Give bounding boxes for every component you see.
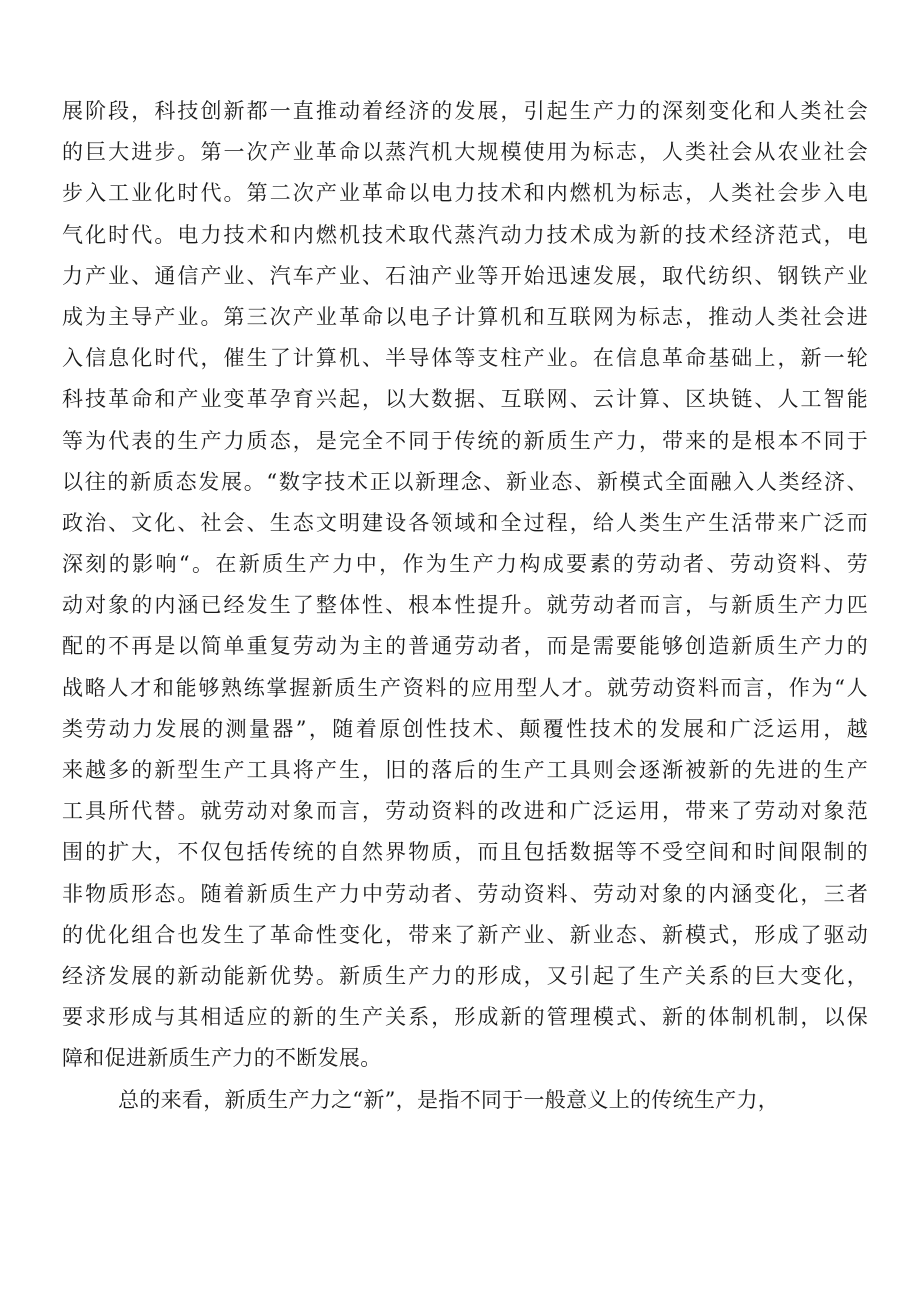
- text-line: 的巨大进步。第一次产业革命以蒸汽机大规模使用为标志，人类社会从农业社会: [62, 140, 868, 165]
- text-line: 深刻的影响“。在新质生产力中，作为生产力构成要素的劳动者、劳动资料、劳: [62, 552, 868, 577]
- text-line: 围的扩大，不仅包括传统的自然界物质，而且包括数据等不受空间和时间限制的: [62, 840, 868, 865]
- text-line: 步入工业化时代。第二次产业革命以电力技术和内燃机为标志，人类社会步入电: [62, 181, 868, 206]
- text-line: 来越多的新型生产工具将产生，旧的落后的生产工具则会逐渐被新的先进的生产: [62, 758, 868, 782]
- text-line: 要求形成与其相适应的新的生产关系，形成新的管理模式、新的体制机制，以保: [62, 1005, 868, 1030]
- text-line: 政治、文化、社会、生态文明建设各领域和全过程，给人类生产生活带来广泛而: [62, 510, 868, 535]
- text-line: 入信息化时代，催生了计算机、半导体等支柱产业。在信息革命基础上，新一轮: [62, 346, 868, 371]
- text-line: 动对象的内涵已经发生了整体性、根本性提升。就劳动者而言，与新质生产力匹: [62, 593, 868, 618]
- text-line: 力产业、通信产业、汽车产业、石油产业等开始迅速发展，取代纺织、钢铁产业: [62, 263, 868, 288]
- text-line: 非物质形态。随着新质生产力中劳动者、劳动资料、劳动对象的内涵变化，三者: [62, 881, 868, 906]
- text-line: 类劳动力发展的测量器”，随着原创性技术、颠覆性技术的发展和广泛运用，越: [62, 716, 868, 741]
- text-line: 展阶段，科技创新都一直推动着经济的发展，引起生产力的深刻变化和人类社会: [62, 99, 868, 123]
- document-body: [62, 91, 868, 1121]
- text-line: 以往的新质态发展。“数字技术正以新理念、新业态、新模式全面融入人类经济、: [62, 469, 868, 494]
- text-line: 气化时代。电力技术和内燃机技术取代蒸汽动力技术成为新的技术经济范式，电: [62, 222, 868, 247]
- text-line: 科技革命和产业变革孕育兴起，以大数据、互联网、云计算、区块链、人工智能: [62, 387, 868, 412]
- paragraph: [62, 1080, 868, 1121]
- text-line: 经济发展的新动能新优势。新质生产力的形成，又引起了生产关系的巨大变化，: [62, 963, 868, 988]
- text-line: 工具所代替。就劳动对象而言，劳动资料的改进和广泛运用，带来了劳动对象范: [62, 799, 868, 824]
- text-line: 配的不再是以简单重复劳动为主的普通劳动者，而是需要能够创造新质生产力的: [62, 634, 868, 659]
- text-line: 战略人才和能够熟练掌握新质生产资料的应用型人才。就劳动资料而言，作为“人: [62, 675, 868, 700]
- text-line: 的优化组合也发生了革命性变化，带来了新产业、新业态、新模式，形成了驱动: [62, 922, 868, 947]
- paragraph: [62, 91, 868, 1080]
- text-line: 障和促进新质生产力的不断发展。: [62, 1046, 382, 1071]
- text-line: 等为代表的生产力质态，是完全不同于传统的新质生产力，带来的是根本不同于: [62, 428, 868, 453]
- text-line: 成为主导产业。第三次产业革命以电子计算机和互联网为标志，推动人类社会进: [62, 304, 868, 329]
- text-line: 总的来看，新质生产力之“新”，是指不同于一般意义上的传统生产力，: [118, 1087, 780, 1112]
